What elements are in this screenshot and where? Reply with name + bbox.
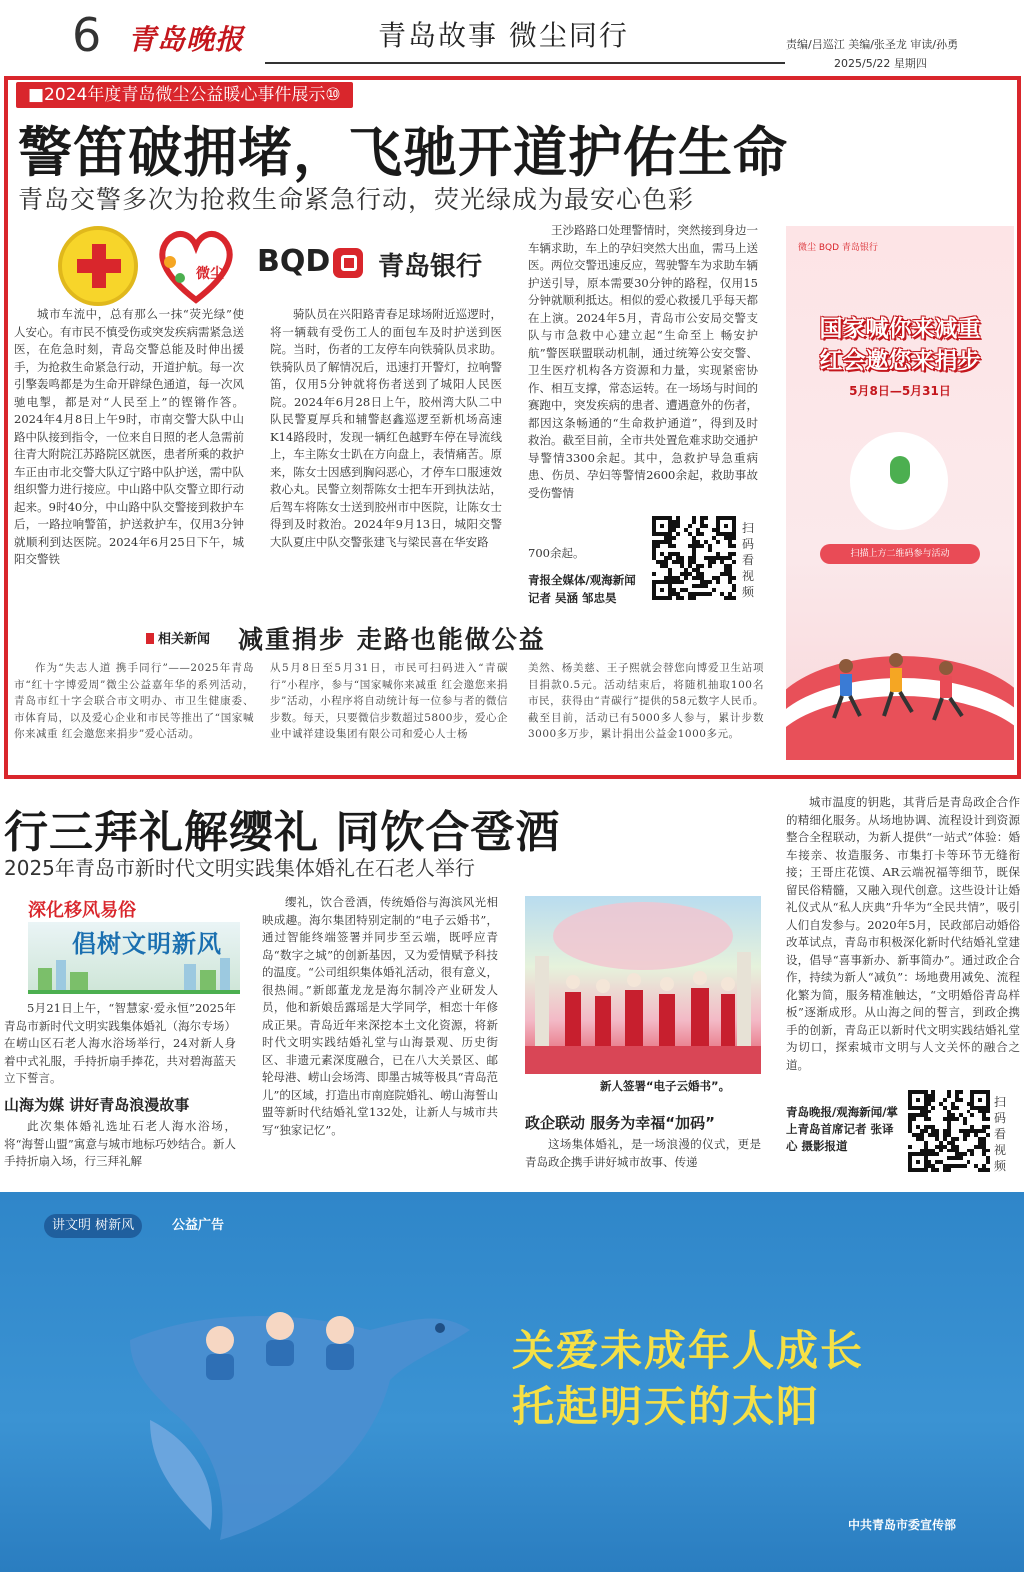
location-pin-icon [890,456,910,484]
poster-date-range: 5月8日—5月31日 [849,384,951,398]
ad-type-label: 公益广告 [172,1218,225,1233]
ad-sponsor: 中共青岛市委宣传部 [848,1518,957,1532]
campaign-badge-top: 深化移风易俗 [28,900,136,921]
story2-column-3: 这场集体婚礼，是一场浪漫的仪式，更是青岛政企携手讲好城市故事、传递 [525,1137,761,1169]
related-column-3: 美然、杨美慈、王子熙就会替您向博爱卫生站项目捐款0.5元。活动结束后，将随机抽取100名市民，获得由“青碳行”提供的58元数字人民币。截至目前，活动已有5000多人参与，累计步数3000多万步，累计捐出公益金1000多元。 [528,662,764,740]
campaign-badge-main: 倡树文明新风 [72,930,222,958]
story2-subsection-2: 政企联动 服务为幸福“加码” [525,1114,715,1132]
story2-column-right: 城市温度的钥匙，其背后是青岛政企合作的精细化服务。从场地协调、流程设计到资源整合全程联动，为新人提供“一站式”体验：婚车接亲、妆造服务、市集打卡等环节无缝衔接；王哥庄花馍、AR云端祝福等细节，既保留民俗精髓，又融入现代创意。这些设计让婚礼仪式从“私人庆典”升华为“全民共情”，吸引人们自发参与。2020年5月，民政部启动婚俗改革试点，青岛市积极深化新时代结婚礼堂建设，倡导“喜事新办、新事简办”。通过政企合作，持续为新人“减负”：场地费用减免、流程化繁为简，服务精准触达，“文明婚俗青岛样板”逐渐成形。从山海之间的誓言，到政企携手的创新，青岛正以新时代文明实践结婚礼堂为切口，探索城市文明与人文关怀的融合之道。 [786,795,1020,1072]
video-qr-code-2[interactable] [908,1090,990,1172]
bank-mark-icon [333,248,363,278]
story2-column-2: 缨礼，饮合卺酒，传统婚俗与海滨风光相映成趣。海尔集团特别定制的“电子云婚书”，通过智能终端签署并同步至云端，既呼应青岛“数字之城”的创新基因，又为爱情赋予科技的温度。“公司组织集体婚礼活动，很有意义，很热闹。”新郎董龙龙是海尔制冷产业研发人员，他和新娘岳露瑶是大学同学，相恋十年修成正果。青岛近年来深挖本土文化资源，将新时代文明实践结婚礼堂与山海景观、历史街区、非遗元素深度融合，已在八大关景区、邮轮母港、崂山会场湾、即墨古城等极具“青岛范儿”的区域，打造出市南庭院婚礼、崂山海誓山盟等新时代结婚礼堂132处，让新人与城市共写“独家记忆”。 [262,895,498,1137]
story2-column-1: 此次集体婚礼选址石老人海水浴场，将“海誓山盟”寓意与城市地标巧妙结合。新人手持折扇入场，行三拜礼解 [4,1119,236,1168]
header-rule [265,62,785,64]
wedding-photo [525,896,761,1074]
ad-slogan-line2: 托起明天的太阳 [512,1382,821,1431]
ad-campaign-tag: 讲文明 树新风 [44,1214,142,1238]
runners-illustration [806,646,996,736]
page-number: 6 [72,8,102,62]
poster-title-line2: 红会邀您来捐步 [819,348,981,374]
video-qr-code[interactable] [652,516,736,600]
qr-scan-label-2: 扫码看视频 [994,1095,1007,1173]
story1-subheadline: 青岛交警多次为抢救生命紧急行动，荧光绿成为最安心色彩 [18,185,695,214]
related-news-title: 减重捐步 走路也能做公益 [238,625,546,654]
newspaper-brand: 青岛晚报 [128,23,245,56]
story1-column-3-tail: 700余起。 [528,546,585,560]
city-skyline-icon [34,950,234,990]
story2-headline: 行三拜礼解缨礼 同饮合卺酒 [4,807,561,858]
red-cross-logo [58,226,138,306]
story2-subsection-1: 山海为媒 讲好青岛浪漫故事 [4,1096,190,1114]
story1-headline: 警笛破拥堵，飞驰开道护佑生命 [18,121,788,184]
weichen-heart-logo [152,222,240,308]
story2-intro: 5月21日上午，“智慧家·爱永恒”2025年青岛市新时代文明实践集体婚礼（海尔专场）在崂山区石老人海水浴场举行，24对新人身着中式礼服，手持折扇手捧花，共对碧海蓝天立下誓言。 [4,1001,236,1085]
heart-logo-label: 微尘 [196,266,224,282]
donation-poster [786,226,1014,760]
story1-credit: 青报全媒体/观海新闻记者 吴涵 邹忠昊 [528,573,636,605]
photo-caption: 新人签署“电子云婚书”。 [600,1079,731,1093]
editor-credits: 责编/吕巡江 美编/张圣龙 审读/孙勇 [786,38,959,51]
bqd-logo: BQD [257,244,331,279]
issue-date: 2025/5/22 星期四 [834,57,927,70]
ad-slogan-line1: 关爱未成年人成长 [512,1326,865,1375]
story1-column-1: 城市车流中，总有那么一抹“荧光绿”使人安心。有市民不慎受伤或突发疾病需紧急送医，在危急时刻，青岛交警总能及时伸出援手，为抢救生命紧急行动，开道护航。每一次引擎轰鸣都是为生命开辟绿色通道，每一次风驰电掣，都是对“人民至上”的铿锵作答。2024年4月8日上午9时，市南交警大队中山路中队接到指令，一位来自日照的老人急需前往青大附院江苏路院区就医，患者所乘的救护车正由市北交警大队辽宁路中队护送，需中队组织警力进行接应。中山路中队交警立即行动起来。9时40分，中山路中队交警接到救护车后，一路拉响警笛，护送救护车，仅用3分钟就顺利到达医院。2024年6月25日下午，城阳交警铁 [14,307,244,566]
section-title: 青岛故事 微尘同行 [378,19,629,52]
story1-column-2: 骑队员在兴阳路青春足球场附近巡逻时，将一辆载有受伤工人的面包车及时护送到医院。当时，伤者的工友停车向铁骑队员求助。铁骑队员了解情况后，迅速打开警灯，拉响警笛，仅用5分钟就将伤者送到了城阳人民医院。2024年6月28日上午，胶州湾大队二中队民警夏厚兵和辅警赵鑫巡逻至新机场高速K14路段时，发现一辆红色越野车停在导流线上，车主陈女士趴在方向盘上，表情痛苦。原来，陈女士因感到胸闷恶心，才停车口服速效救心丸。民警立刻帮陈女士把车开到执法站，后驾车将陈女士送到胶州市中医院，让陈女士得到及时救治。2024年9月13日，城阳交警大队夏庄中队交警张建飞与梁民喜在华安路 [270,307,502,549]
story2-subheadline: 2025年青岛市新时代文明实践集体婚礼在石老人举行 [4,856,475,880]
bird-children-illustration [110,1270,510,1550]
story2-credit: 青岛晚报/观海新闻/掌上青岛首席记者 张译心 摄影报道 [786,1105,898,1153]
qingdao-bank-logo: 青岛银行 [378,252,483,282]
poster-title-line1: 国家喊你来减重 [819,316,981,342]
related-column-2: 从5月8日至5月31日，市民可扫码进入“青碳行”小程序，参与“国家喊你来减重 红会邀您来捐步”活动，小程序将自动统计每一位参与者的微信步数。每天，只要微信步数超过5800步，爱心企业中诚祥建设集团有限公司和爱心人士杨 [270,662,508,740]
related-column-1: 作为“失志人道 携手同行”——2025年青岛市“红十字博爱周”微尘公益嘉年华的系列活动，青岛市红十字会联合市文明办、市卫生健康委、市体育局，以及爱心企业和市民等推出了“国家喊你来减重 红会邀您来捐步”爱心活动。 [14,662,254,740]
related-news-tag: 相关新闻 [146,628,210,647]
story1-column-3: 王沙路路口处理警情时，突然接到身边一车辆求助，车上的孕妇突然大出血，需马上送医。两位交警迅速反应，驾驶警车为求助车辆护送引导，原本需要30分钟的路程，仅用15分钟就顺利抵达。相似的爱心救援几乎每天都在上演。2024年5月，青岛市公安局交警支队与市急救中心建立起“生命至上 畅安护航”警医联盟联动机制，通过统筹公安交警、卫生医疗机构各方资源和力量，实现紧密协作、相互支撑，常态运转。在一场场与时间的赛跑中，突发疾病的患者、遭遇意外的伤者，都因这条畅通的“生命救护通道”，得到及时救治。截至目前，全市共处置危难求助交通护导警情3300余起。其中，急救护导急重病患、伤员、孕妇等警情2600余起，救助事故受伤警情 [528,223,758,500]
poster-scan-hint: 扫描上方二维码参与活动 [820,544,980,564]
event-series-tag: ■2024年度青岛微尘公益暖心事件展示⑩ [16,82,353,108]
poster-logos: 微尘 BQD 青岛银行 [798,243,878,253]
qr-scan-label: 扫码看视频 [742,521,755,599]
